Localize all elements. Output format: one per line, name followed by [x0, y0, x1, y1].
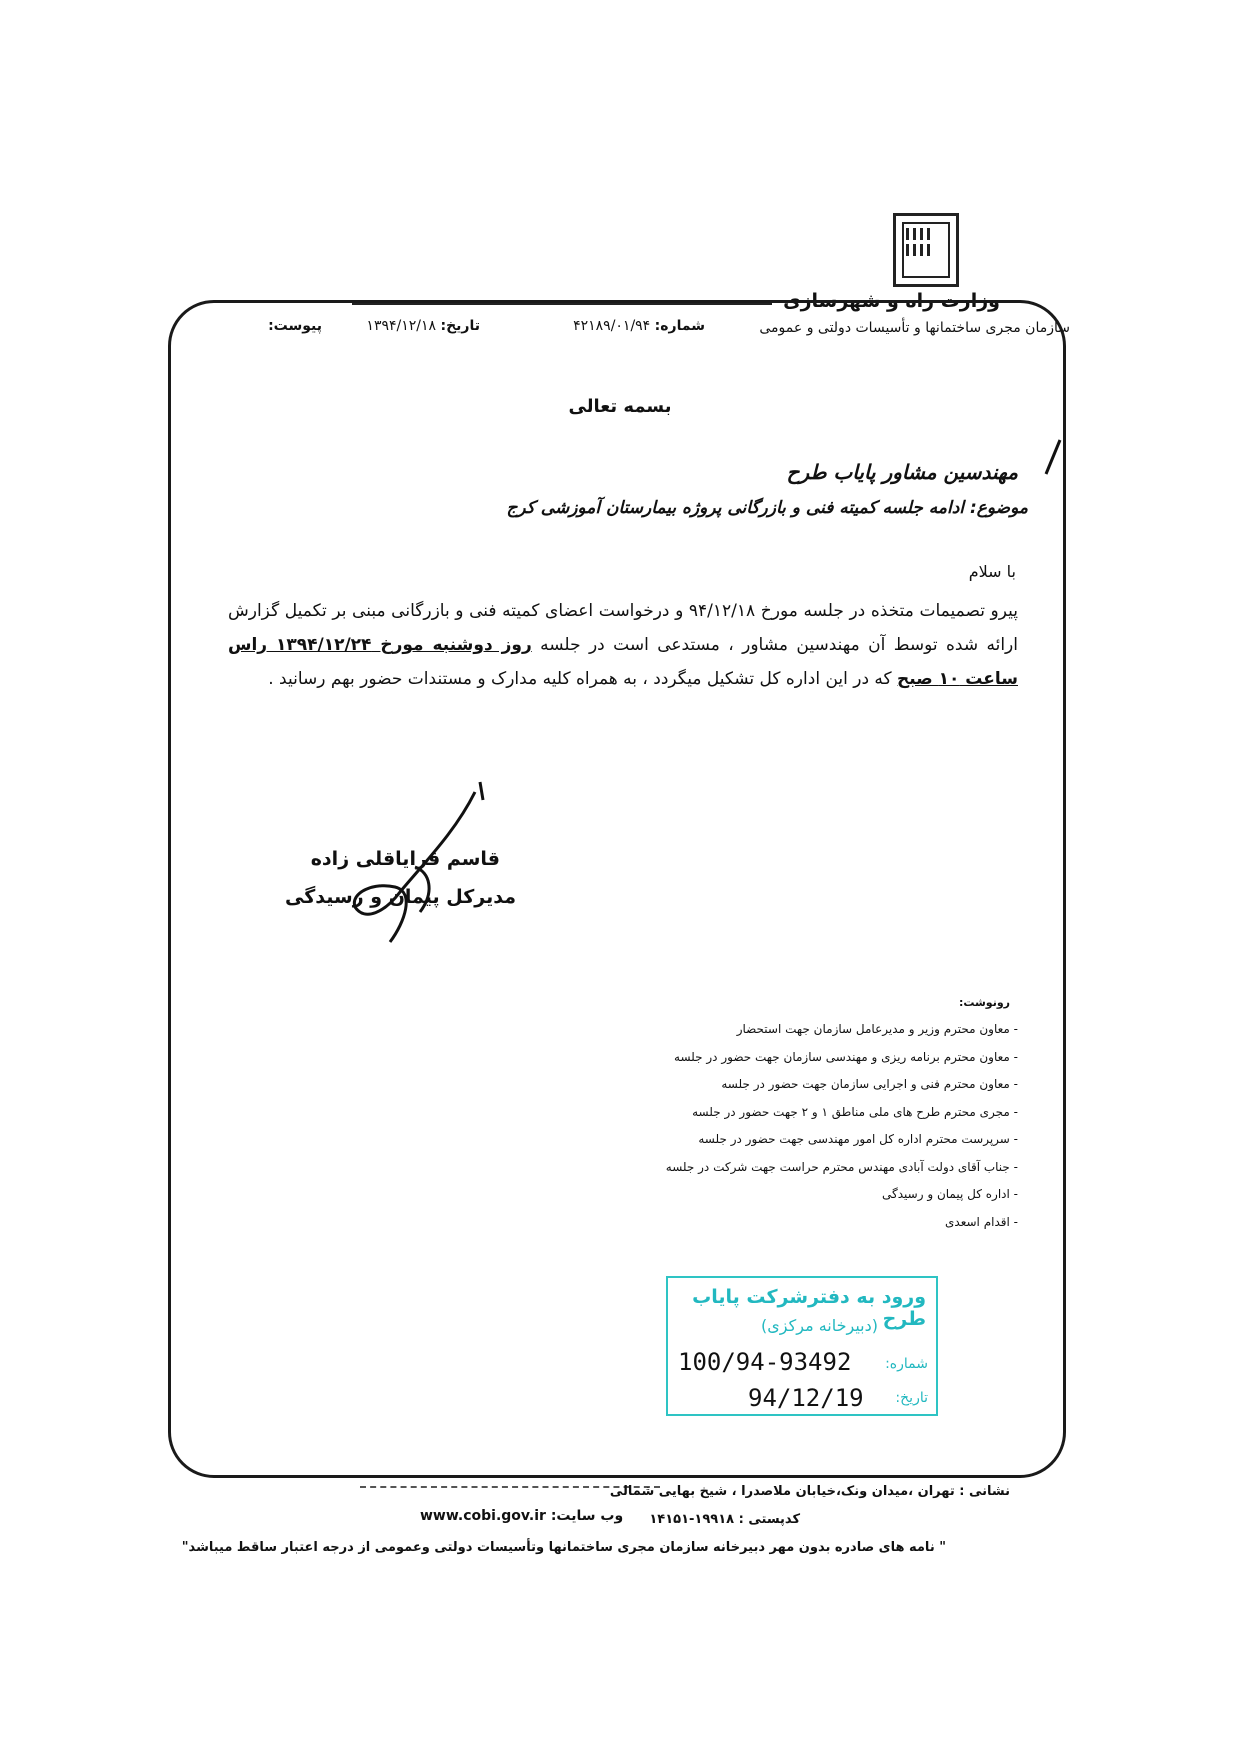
stamp-date-label: تاریخ:: [895, 1390, 928, 1406]
list-item: - سرپرست محترم اداره کل امور مهندسی جهت حضور در جلسه: [666, 1126, 1018, 1154]
list-item: - معاون محترم برنامه ریزی و مهندسی سازمان جهت حضور در جلسه: [666, 1044, 1018, 1072]
stamp-subtitle: (دبیرخانه مرکزی): [761, 1316, 878, 1335]
website-label: وب سایت:: [550, 1508, 624, 1524]
letter-date: تاریخ: ۱۳۹۴/۱۲/۱۸: [366, 318, 480, 334]
ministry-logo-icon: [893, 213, 959, 287]
signatory-title: مدیرکل پیمان و رسیدگی: [285, 886, 516, 908]
list-item: - جناب آقای دولت آبادی مهندس محترم حراست جهت شرکت در جلسه: [666, 1154, 1018, 1182]
website-url[interactable]: www.cobi.gov.ir: [420, 1508, 546, 1524]
organization-name: سازمان مجری ساختمانها و تأسیسات دولتی و عمومی: [759, 320, 1070, 336]
recipient: مهندسین مشاور پایاب طرح: [786, 460, 1018, 484]
footer-address: نشانی : تهران ،میدان ونک،خیابان ملاصدرا ، شیخ بهایی شمالی: [609, 1484, 1010, 1499]
meeting-datetime: روز دوشنبه مورخ ۱۳۹۴/۱۲/۲۴ راس ساعت ۱۰ صبح: [228, 635, 1018, 689]
list-item: - اقدام اسعدی: [666, 1209, 1018, 1237]
body-text-1: پیرو تصمیمات متخذه در جلسه مورخ ۹۴/۱۲/۱۸ و درخواست اعضای کمیته فنی و بازرگانی مبنی بر تکمیل گزارش ارائه شده توسط آن مهندسین مشاور ، مستدعی است در جلسه: [228, 601, 1018, 655]
body-text-2: که در این اداره کل تشکیل میگردد ، به همراه کلیه مدارک و مستندات حضور بهم رسانید .: [268, 669, 892, 689]
footer-website: [420, 1508, 623, 1524]
letter-attachment: پیوست:: [268, 318, 322, 334]
list-item: - معاون محترم فنی و اجرایی سازمان جهت حضور در جلسه: [666, 1071, 1018, 1099]
cc-title: رونوشت:: [958, 996, 1010, 1009]
subject-line: موضوع: ادامه جلسه کمیته فنی و بازرگانی پروژه بیمارستان آموزشی کرج: [506, 498, 1028, 518]
ministry-name: وزارت راه و شهرسازی: [783, 290, 1000, 312]
basmala-heading: بسمه تعالی: [568, 396, 672, 417]
stamp-number-label: شماره:: [885, 1356, 928, 1372]
stamp-number-value: 100/94-93492: [678, 1348, 852, 1376]
footer-notice: " نامه های صادره بدون مهر دبیرخانه سازمان مجری ساختمانها وتأسیسات دولتی وعمومی از درجه اعتبار ساقط میباشد": [181, 1540, 946, 1555]
list-item: - مجری محترم طرح های ملی مناطق ۱ و ۲ جهت حضور در جلسه: [666, 1099, 1018, 1127]
list-item: - اداره کل پیمان و رسیدگی: [666, 1181, 1018, 1209]
stamp-title: ورود به دفترشرکت پایاب طرح: [692, 1286, 926, 1330]
stamp-date-value: 94/12/19: [748, 1384, 864, 1412]
cc-list: [666, 1016, 1018, 1236]
margin-mark-icon: [1038, 438, 1068, 478]
letter-number: شماره: ۴۲۱۸۹/۰۱/۹۴: [573, 318, 705, 334]
footer-postal-code: کدپستی : ۱۹۹۱۸-۱۴۱۵۱: [649, 1512, 800, 1527]
greeting: با سلام: [968, 562, 1016, 581]
signatory-name: قاسم قرایاقلی زاده: [310, 848, 500, 870]
list-item: - معاون محترم وزیر و مدیرعامل سازمان جهت استحضار: [666, 1016, 1018, 1044]
receipt-stamp: [666, 1276, 938, 1416]
letter-body: [228, 594, 1018, 696]
